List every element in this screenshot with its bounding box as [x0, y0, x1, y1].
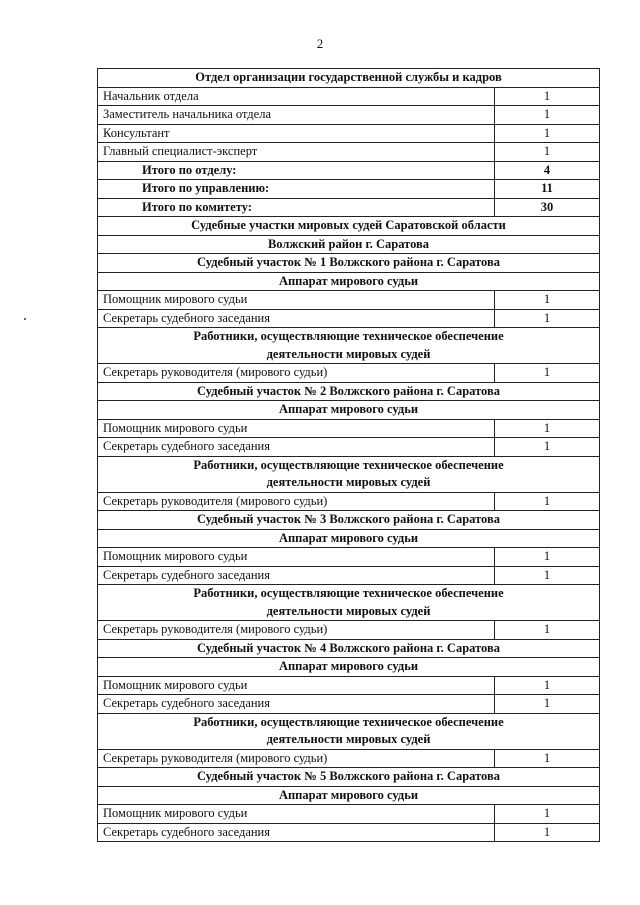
- unit-header-row: [98, 511, 600, 530]
- position-count: 1: [495, 106, 600, 125]
- apparatus-header: Аппарат мирового судьи: [98, 529, 600, 548]
- table-row: [98, 676, 600, 695]
- position-count: 1: [495, 309, 600, 328]
- apparatus-header: Аппарат мирового судьи: [98, 658, 600, 677]
- staffing-table: [97, 68, 600, 842]
- apparatus-header: Аппарат мирового судьи: [98, 401, 600, 420]
- position-label: Начальник отдела: [98, 87, 495, 106]
- apparatus-header-row: [98, 529, 600, 548]
- position-label: Секретарь руководителя (мирового судьи): [98, 749, 495, 768]
- position-label: Секретарь судебного заседания: [98, 823, 495, 842]
- table-row: [98, 438, 600, 457]
- table-row: [98, 309, 600, 328]
- position-count: 1: [495, 566, 600, 585]
- tech-support-header: Работники, осуществляющие техническое обеспечение деятельности мировых судей: [98, 585, 600, 621]
- section-header-row: [98, 217, 600, 236]
- tech-header-row: [98, 585, 600, 621]
- position-label: Помощник мирового судьи: [98, 291, 495, 310]
- total-label: Итого по отделу:: [98, 161, 495, 180]
- unit-title: Судебный участок № 1 Волжского района г. Саратова: [98, 254, 600, 273]
- position-count: 1: [495, 87, 600, 106]
- position-label: Секретарь судебного заседания: [98, 695, 495, 714]
- section-header-row: [98, 69, 600, 88]
- page-number: 2: [316, 36, 324, 51]
- unit-header-row: [98, 768, 600, 787]
- section-header: Отдел организации государственной службы и кадров: [98, 69, 600, 88]
- unit-header-row: [98, 254, 600, 273]
- position-label: Секретарь руководителя (мирового судьи): [98, 621, 495, 640]
- position-count: 1: [495, 364, 600, 383]
- table-row: [98, 364, 600, 383]
- apparatus-header-row: [98, 658, 600, 677]
- table-row: [98, 548, 600, 567]
- position-label: Секретарь судебного заседания: [98, 438, 495, 457]
- unit-title: Судебный участок № 5 Волжского района г. Саратова: [98, 768, 600, 787]
- table-row: [98, 805, 600, 824]
- total-value: 4: [495, 161, 600, 180]
- position-label: Помощник мирового судьи: [98, 676, 495, 695]
- table-row: [98, 621, 600, 640]
- position-label: Секретарь судебного заседания: [98, 566, 495, 585]
- total-label: Итого по комитету:: [98, 198, 495, 217]
- unit-header-row: [98, 639, 600, 658]
- table-row: [98, 823, 600, 842]
- tech-support-header: Работники, осуществляющие техническое обеспечение деятельности мировых судей: [98, 328, 600, 364]
- position-count: 1: [495, 695, 600, 714]
- apparatus-header: Аппарат мирового судьи: [98, 786, 600, 805]
- tech-header-row: [98, 456, 600, 492]
- position-count: 1: [495, 548, 600, 567]
- table-row: [98, 291, 600, 310]
- position-label: Секретарь руководителя (мирового судьи): [98, 492, 495, 511]
- tech-support-header: Работники, осуществляющие техническое обеспечение деятельности мировых судей: [98, 456, 600, 492]
- table-row: [98, 419, 600, 438]
- position-label: Помощник мирового судьи: [98, 805, 495, 824]
- total-row: [98, 198, 600, 217]
- apparatus-header-row: [98, 786, 600, 805]
- tech-header-row: [98, 328, 600, 364]
- total-label: Итого по управлению:: [98, 180, 495, 199]
- position-label: Консультант: [98, 124, 495, 143]
- table-row: [98, 106, 600, 125]
- table-row: [98, 124, 600, 143]
- position-count: 1: [495, 676, 600, 695]
- position-label: Заместитель начальника отдела: [98, 106, 495, 125]
- scan-speck: [24, 318, 26, 320]
- table-row: [98, 143, 600, 162]
- position-count: 1: [495, 143, 600, 162]
- table-row: [98, 695, 600, 714]
- table-row: [98, 566, 600, 585]
- position-count: 1: [495, 749, 600, 768]
- courts-header: Судебные участки мировых судей Саратовской области: [98, 217, 600, 236]
- unit-title: Судебный участок № 3 Волжского района г. Саратова: [98, 511, 600, 530]
- unit-header-row: [98, 382, 600, 401]
- table-row: [98, 87, 600, 106]
- apparatus-header: Аппарат мирового судьи: [98, 272, 600, 291]
- table-row: [98, 492, 600, 511]
- position-count: 1: [495, 823, 600, 842]
- apparatus-header-row: [98, 272, 600, 291]
- position-count: 1: [495, 805, 600, 824]
- table-row: [98, 749, 600, 768]
- position-count: 1: [495, 291, 600, 310]
- total-row: [98, 180, 600, 199]
- position-count: 1: [495, 438, 600, 457]
- total-value: 30: [495, 198, 600, 217]
- unit-title: Судебный участок № 2 Волжского района г. Саратова: [98, 382, 600, 401]
- district-header: Волжский район г. Саратова: [98, 235, 600, 254]
- unit-title: Судебный участок № 4 Волжского района г. Саратова: [98, 639, 600, 658]
- position-count: 1: [495, 621, 600, 640]
- total-value: 11: [495, 180, 600, 199]
- position-count: 1: [495, 492, 600, 511]
- apparatus-header-row: [98, 401, 600, 420]
- total-row: [98, 161, 600, 180]
- tech-header-row: [98, 713, 600, 749]
- position-count: 1: [495, 124, 600, 143]
- position-label: Помощник мирового судьи: [98, 548, 495, 567]
- section-header-row: [98, 235, 600, 254]
- position-count: 1: [495, 419, 600, 438]
- position-label: Помощник мирового судьи: [98, 419, 495, 438]
- position-label: Секретарь судебного заседания: [98, 309, 495, 328]
- tech-support-header: Работники, осуществляющие техническое обеспечение деятельности мировых судей: [98, 713, 600, 749]
- position-label: Секретарь руководителя (мирового судьи): [98, 364, 495, 383]
- position-label: Главный специалист-эксперт: [98, 143, 495, 162]
